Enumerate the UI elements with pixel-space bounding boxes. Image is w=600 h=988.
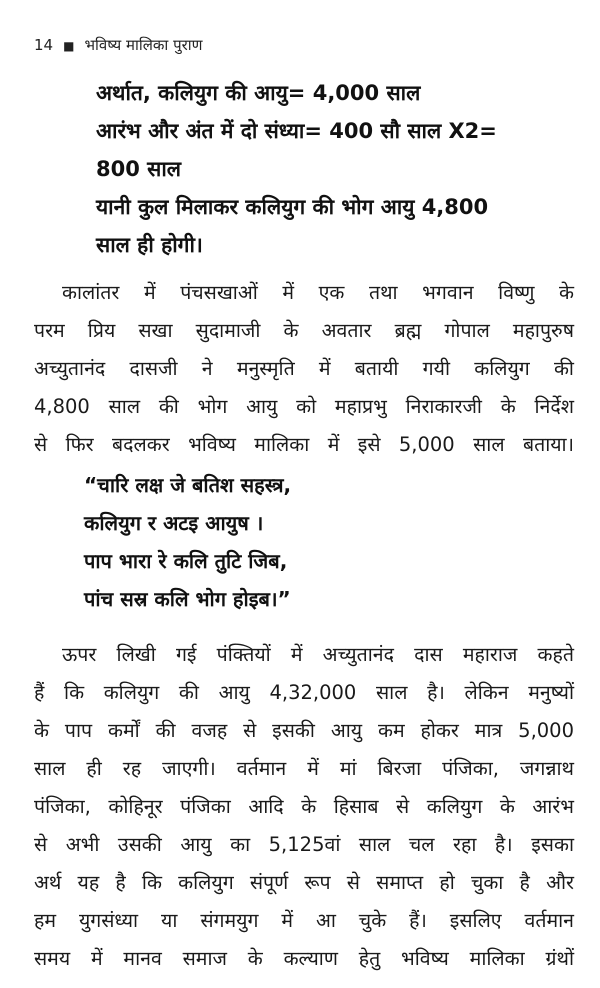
verse-line: पाप भारा रे कलि तुटि जिब, xyxy=(84,549,288,573)
paragraph-line: 4,800 साल की भोग आयु को महाप्रभु निराकारजी के निर्देश xyxy=(34,395,574,418)
bold-line: आरंभ और अंत में दो संध्या= 400 सौ साल X2= xyxy=(96,119,497,143)
page-number: 14 xyxy=(34,36,54,54)
paragraph-line: से फिर बदलकर भविष्य मालिका में इसे 5,000 साल बताया। xyxy=(34,433,574,456)
header-bullet-icon: ■ xyxy=(63,39,75,53)
paragraph-line: हम युगसंध्या या संगमयुग में आ चुके हैं। इसलिए वर्तमान xyxy=(34,909,574,932)
paragraph-line: अच्युतानंद दासजी ने मनुस्मृति में बतायी गयी कलियुग की xyxy=(34,357,574,380)
paragraph-line: के पाप कर्मों की वजह से इसकी आयु कम होकर मात्र 5,000 xyxy=(34,719,574,742)
paragraph-line: पंजिका, कोहिनूर पंजिका आदि के हिसाब से कलियुग के आरंभ xyxy=(34,795,574,818)
bold-line: साल ही होगी। xyxy=(96,233,203,257)
bold-line: यानी कुल मिलाकर कलियुग की भोग आयु 4,800 xyxy=(96,195,489,219)
bold-line: 800 साल xyxy=(96,157,182,181)
paragraph-2 xyxy=(34,636,574,978)
paragraph-line: समय में मानव समाज के कल्याण हेतु भविष्य मालिका ग्रंथों xyxy=(34,947,574,970)
verse-quote xyxy=(84,466,564,618)
paragraph-line: से अभी उसकी आयु का 5,125वां साल चल रहा है। इसका xyxy=(34,833,574,856)
paragraph-line: हैं कि कलियुग की आयु 4,32,000 साल है। लेकिन मनुष्यों xyxy=(34,681,574,704)
paragraph-line: कालांतर में पंचसखाओं में एक तथा भगवान विष्णु के xyxy=(62,281,574,304)
verse-line: “चारि लक्ष जे बतिश सहस्त्र, xyxy=(84,473,292,497)
running-header xyxy=(34,36,202,55)
paragraph-line: साल ही रह जाएगी। वर्तमान में मां बिरजा पंजिका, जगन्नाथ xyxy=(34,757,574,780)
paragraph-line: अर्थ यह है कि कलियुग संपूर्ण रूप से समाप्त हो चुका है और xyxy=(34,871,574,894)
bold-calculation-block xyxy=(96,74,566,264)
paragraph-line: ऊपर लिखी गई पंक्तियों में अच्युतानंद दास महाराज कहते xyxy=(62,643,574,666)
book-title: भविष्य मालिका पुराण xyxy=(84,36,203,54)
verse-line: कलियुग र अटइ आयुष । xyxy=(84,511,264,535)
paragraph-line: परम प्रिय सखा सुदामाजी के अवतार ब्रह्म गोपाल महापुरुष xyxy=(34,319,574,342)
bold-line: अर्थात, कलियुग की आयु= 4,000 साल xyxy=(96,81,421,105)
paragraph-1 xyxy=(34,274,574,464)
verse-line: पांच सस्र कलि भोग होइब।” xyxy=(84,587,291,611)
